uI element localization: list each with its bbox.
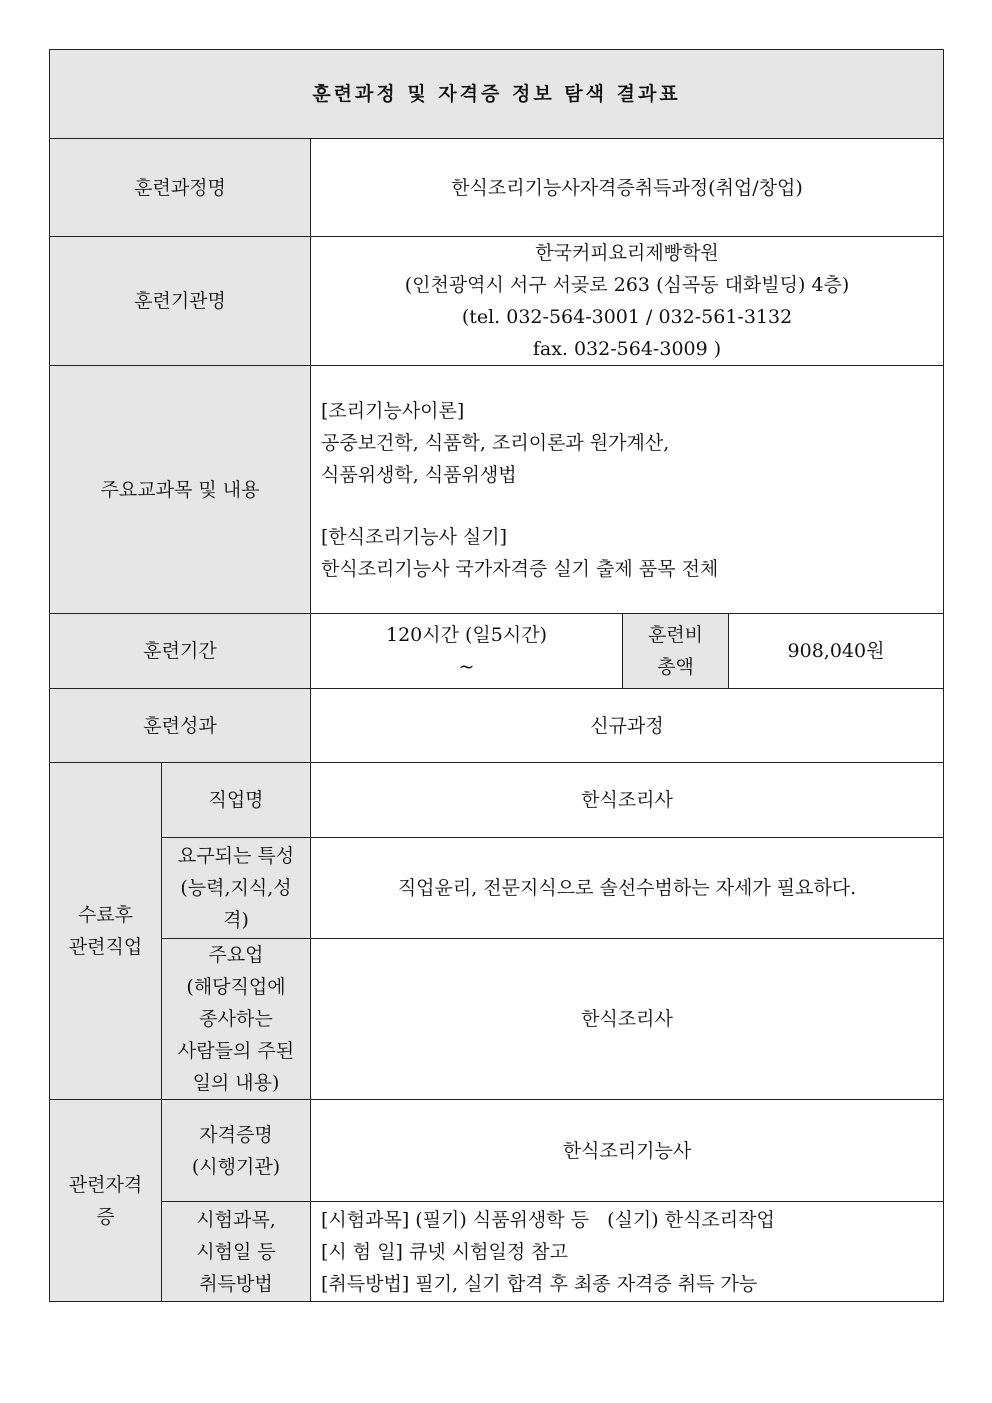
fee-label: 훈련비 총액 (623, 614, 729, 689)
job-traits-value: 직업윤리, 전문지식으로 솔선수범하는 자세가 필요하다. (311, 838, 944, 939)
job-duties-value: 한식조리사 (311, 939, 944, 1100)
subjects-theory-heading: [조리기능사이론] (321, 399, 465, 422)
fee-value: 908,040원 (729, 614, 944, 689)
job-duties-label: 주요업 (해당직업에 종사하는 사람들의 주된 일의 내용) (162, 939, 311, 1100)
subjects-label: 주요교과목 및 내용 (50, 366, 311, 614)
job-traits-label: 요구되는 특성 (능력,지식,성 격) (162, 838, 311, 939)
job-name-value: 한식조리사 (311, 763, 944, 838)
institution-label: 훈련기관명 (50, 237, 311, 366)
exam-label: 시험과목, 시험일 등 취득방법 (162, 1202, 311, 1302)
course-name-label: 훈련과정명 (50, 139, 311, 237)
period-label: 훈련기간 (50, 614, 311, 689)
course-name-value: 한식조리기능사자격증취득과정(취업/창업) (311, 139, 944, 237)
job-group-label: 수료후 관련직업 (50, 763, 162, 1100)
subjects-practical-heading: [한식조리기능사 실기] (321, 525, 508, 548)
exam-dates: [시 험 일] 큐넷 시험일정 참고 (321, 1240, 568, 1263)
period-hours: 120시간 (일5시간) (386, 624, 547, 646)
cert-name-value: 한식조리기능사 (311, 1100, 944, 1202)
job-name-label: 직업명 (162, 763, 311, 838)
institution-address: (인천광역시 서구 서곶로 263 (심곡동 대화빌딩) 4층) (404, 274, 850, 296)
period-value (311, 614, 623, 689)
page-title: 훈련과정 및 자격증 정보 탐색 결과표 (50, 50, 944, 139)
exam-subjects: [시험과목] (필기) 식품위생학 등 (실기) 한식조리작업 (321, 1208, 775, 1231)
cert-group-label: 관련자격 증 (50, 1100, 162, 1302)
exam-value (311, 1202, 944, 1302)
period-range: ~ (458, 656, 475, 678)
outcome-label: 훈련성과 (50, 689, 311, 763)
subjects-value (311, 366, 944, 614)
subjects-theory-line: 식품위생학, 식품위생법 (321, 463, 517, 486)
subjects-practical-line: 한식조리기능사 국가자격증 실기 출제 품목 전체 (321, 557, 719, 580)
cert-name-label: 자격증명 (시행기관) (162, 1100, 311, 1202)
outcome-value: 신규과정 (311, 689, 944, 763)
exam-acquisition: [취득방법] 필기, 실기 합격 후 최종 자격증 취득 가능 (321, 1272, 758, 1295)
institution-name: 한국커피요리제빵학원 (535, 242, 719, 264)
institution-value (311, 237, 944, 366)
subjects-theory-line: 공중보건학, 식품학, 조리이론과 원가계산, (321, 431, 670, 454)
result-table (49, 49, 944, 1302)
institution-fax: fax. 032-564-3009 ) (532, 338, 722, 360)
institution-tel: (tel. 032-564-3001 / 032-561-3132 (461, 306, 793, 328)
